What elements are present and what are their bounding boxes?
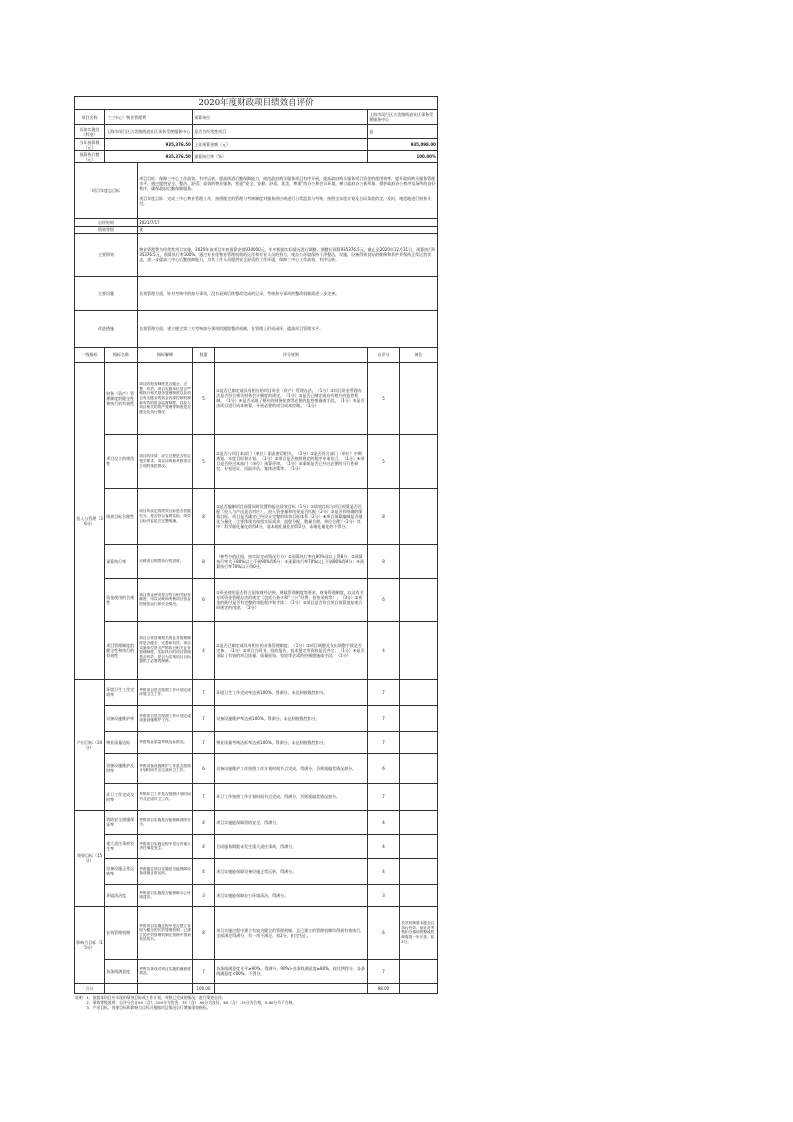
indicator-note bbox=[400, 731, 438, 753]
indicator-name: 项目设立的规范性 bbox=[105, 434, 138, 488]
recurring-label: 是否为经常性项目 bbox=[193, 125, 368, 139]
indicator-explain: 考察设备设施维护工作是否按照计划时间节点完成环卫工作。 bbox=[138, 753, 193, 783]
indicator-name: 资金使用的合规性 bbox=[105, 578, 138, 621]
eval-date-value: 2021/7/17 bbox=[138, 219, 438, 226]
table-row bbox=[75, 679, 438, 705]
table-row bbox=[75, 959, 438, 983]
last-budget-label: 上年预算金额（元） bbox=[193, 139, 368, 151]
notes bbox=[74, 995, 437, 1011]
indicator-name: 设备设施维护率 bbox=[105, 705, 138, 731]
main-perf-label: 主要绩效 bbox=[75, 233, 138, 276]
indicator-explain: 反映项目预算执行的进度。 bbox=[138, 544, 193, 578]
indicator-explain: 考察项目实施过程中是否建立有较为健全的长效管理机制，已建立的长效管理机制在管理中得到有效执行。 bbox=[138, 906, 193, 959]
indicator-note bbox=[400, 434, 438, 488]
indicator-weight: 6 bbox=[193, 753, 215, 783]
table-row bbox=[75, 434, 438, 488]
header-explain: 指标解释 bbox=[138, 347, 193, 362]
improve-text: 长效管理方面，建立健全第三方考核扣分事项的跟踪整改机制，在管理上形成闭环，提高项目管理水平。 bbox=[138, 310, 438, 347]
indicator-explain: 考察物业质量考核达标情况。 bbox=[138, 731, 193, 753]
group-impact: 影响力目标（15分） bbox=[75, 906, 105, 983]
indicator-score: 4 bbox=[368, 621, 400, 679]
indicator-weight: 4 bbox=[193, 621, 215, 679]
indicator-score: 6 bbox=[368, 578, 400, 621]
indicator-explain: 项目的财务制度是否健全、完整、有效，项目实施单位是否严格执行相关财务管理制度以及项目有无健全的资金内部控制机制和有效的资金监督制度，以及与项目相关的资产管理等制度是否健全及执行情况 bbox=[138, 362, 193, 434]
indicator-explain: 考察项目是否按照工作计划完成环境卫生工作。 bbox=[138, 679, 193, 705]
indicator-weight: 7 bbox=[193, 679, 215, 705]
indicator-name: 各条线满意度 bbox=[105, 959, 138, 983]
header-weight: 权重 bbox=[193, 347, 215, 362]
grade-value: 优 bbox=[138, 226, 438, 233]
indicator-note bbox=[400, 621, 438, 679]
indicator-explain: 考察项目是否按照工作计划完成设备设施维护工作。 bbox=[138, 705, 193, 731]
header-note: 备注 bbox=[400, 347, 438, 362]
table-row bbox=[75, 578, 438, 621]
exec-amount-value: 935,376.50 bbox=[105, 151, 193, 163]
table-row bbox=[75, 783, 438, 810]
indicator-name: 环境卫生工作完成率 bbox=[105, 679, 138, 705]
indicator-note bbox=[400, 783, 438, 810]
total-score: 98.00 bbox=[368, 983, 400, 993]
indicator-explain: 项目日常管理相关的业务管理制度是否健全、完善和有效，项目实施单位是否严格执行相关业务管理制度，实际执行的项目管理是否有效，是否为实现项目目标提供了必要的保障。 bbox=[138, 621, 193, 679]
indicator-rule: ①是否已制定或具有相应的项目资金（资产）管理办法。（1分）②项目资金管理办法是否符合相关财务会计制度的规定。（1分）③是否已制定或具有相应的监控机制。（1分）④是否采取了相应的财务检查等必要的监控措施或手段。（1分）⑤是否由项目进行成本核算，开展必要的项目成本控制。（1分） bbox=[215, 362, 368, 434]
total-weight: 100.00 bbox=[193, 983, 215, 993]
indicator-explain: 考察项目实施是否能保障办公环境清洁。 bbox=[138, 884, 193, 906]
indicator-weight: 4 bbox=[193, 858, 215, 884]
main-perf-text: 物业管理费为经常性项目实施，2020年该项目年初预算安排930000元，年中根据实际情况进行调整，调整后预算935376.5元，截止至2020年12月31日，预算执行935376.5元，预算执行率100%。通过专业化物业管理机构的运作和专业人员的努力，使办公环境保持干净整洁，设施、设备得到良好的维修和养护并保持正常运营状态，进一步提高三中心后勤保障能力，为其工作人员提供安全舒适的工作环境，保障三中心工作高效、有序运转。 bbox=[138, 233, 438, 276]
indicator-name: 项目管理制度的健全性和执行的有效性 bbox=[105, 621, 138, 679]
table-row bbox=[75, 906, 438, 959]
header-name: 指标名称 bbox=[105, 347, 138, 362]
indicator-note bbox=[400, 858, 438, 884]
indicator-rule: 环卫工作按照工作计划时间节点完成，得满分，否则视偏差情况扣分。 bbox=[215, 783, 368, 810]
indicator-weight: 7 bbox=[193, 783, 215, 810]
project-name-label: 项目名称 bbox=[75, 110, 105, 125]
indicator-rule: 合同服务期限未发生重大责任事故，得满分。 bbox=[215, 834, 368, 858]
indicator-note bbox=[400, 753, 438, 783]
indicator-name: 消防安全措施保证率 bbox=[105, 810, 138, 834]
exec-rate-value: 100.00% bbox=[368, 151, 438, 163]
indicator-explain: 考察环卫工作是否按照计划时间节点完成环卫工作。 bbox=[138, 783, 193, 810]
budget-unit-label: 预算单位 bbox=[193, 110, 368, 125]
indicator-name: 绩效目标合理性 bbox=[105, 488, 138, 544]
exec-amount-label: 预算执行数（元） bbox=[75, 151, 105, 163]
current-budget-label: 当年预算数（元） bbox=[75, 139, 105, 151]
indicator-note bbox=[400, 679, 438, 705]
indicator-note bbox=[400, 810, 438, 834]
indicator-score: 5 bbox=[368, 434, 400, 488]
indicator-name: 重大责任事故发生率 bbox=[105, 834, 138, 858]
indicator-note bbox=[400, 705, 438, 731]
indicator-score: 7 bbox=[368, 679, 400, 705]
header-level1: 一级指标 bbox=[75, 347, 105, 362]
indicator-note bbox=[400, 884, 438, 906]
indicator-note bbox=[400, 544, 438, 578]
indicator-score: 4 bbox=[368, 810, 400, 834]
group-input: 投入与管理（36分） bbox=[75, 362, 105, 679]
indicator-score: 5 bbox=[368, 362, 400, 434]
indicator-score: 8 bbox=[368, 544, 400, 578]
goal-text: 项目目标：保障三中心工作高效、有序运转，提高街道后勤保障能力，规范政府购买服务项目有序开展，提高政府购买服务项目资金的使用效率，提升政府购买服务管理水平。通过提供安全、整洁、舒适、高效的物业服务，营造“安全、安静、舒适、优美、尊重”的办公和会议环境，树立政府办公新形象，维护政府办公秩序及场所的良好秩序，确保政府后勤保障服务。 项目年度目标：完成三中心物业管理工作，按照既定的管理与考核制度对服务供应商进行日常监督与考核，按照全年度计划及合同条款约定，及时、规范地进行财务支付。 bbox=[138, 163, 438, 219]
indicator-explain: 项目资金使用是否符合相关财务制度，用以反映和考核项目资金的规范运行和安全情况。 bbox=[138, 578, 193, 621]
indicator-rule: ①是否与项目本部门（单位）职责密切相关。（1分）②是否符合部门（单位）中期规划、年度目标和计划。（1分）③项目是否按照规定的程序申请设立。（1分）④项目是否经过本部门（单位）预算评审。（1分）⑤事前是否已经过必要的可行性研究、专家论证、风险评估、集体决策等。（1分） bbox=[215, 434, 368, 488]
table-row bbox=[75, 621, 438, 679]
impl-unit-value: 上海市闵行区古美路街道社区事务受理服务中心 bbox=[105, 125, 193, 139]
indicator-rule: 项目实施过程中建立有较为健全的管理机制，且已建立的管理机制均得到有效执行，全部满足得满分，有一项不满足，扣2分，扣完为止。 bbox=[215, 906, 368, 959]
indicator-name: 环卫工作完成及时率 bbox=[105, 783, 138, 810]
indicator-name: 环境清洁度 bbox=[105, 884, 138, 906]
indicator-rule: ①是否已制定或具有相应的业务管理制度；（1分）②项目调整及支出调整手续是否完备；（1分）③项目合同书、验收报告、技术鉴定等资料是否齐全；（1分）④是否采取了有效的项目质量、质量检验、验收等必需的控制措施或手段。（1分） bbox=[215, 621, 368, 679]
table-row bbox=[75, 362, 438, 434]
issues-text: 长效管理方面，针对考核中的扣分事项，没有看到后续整改完成的记录，考核扣分事项的整改机制需进一步完善。 bbox=[138, 276, 438, 310]
recurring-value: 是 bbox=[368, 125, 438, 139]
evaluation-table bbox=[74, 96, 438, 994]
project-name-value: （三中心）物业管理费 bbox=[105, 110, 193, 125]
indicator-weight: 8 bbox=[193, 544, 215, 578]
indicator-weight: 3 bbox=[193, 884, 215, 906]
page-title: 2020年度财政项目绩效自评价 bbox=[75, 97, 438, 110]
indicator-weight: 4 bbox=[193, 810, 215, 834]
impl-unit-label: 具体实施处（科室） bbox=[75, 125, 105, 139]
indicator-note bbox=[400, 578, 438, 621]
eval-date-label: 自评时间 bbox=[75, 219, 138, 226]
indicator-explain: 考察项目实施过程中是否有重大责任事故发生。 bbox=[138, 834, 193, 858]
indicator-weight: 8 bbox=[193, 906, 215, 959]
indicator-name: 物业质量达标 bbox=[105, 731, 138, 753]
exec-rate-label: 预算执行率（%） bbox=[193, 151, 368, 163]
indicator-weight: 8 bbox=[193, 488, 215, 544]
indicator-rule: 物业质量考核达标率达到100%，得满分，未达到按践性扣分。 bbox=[215, 731, 368, 753]
indicator-note bbox=[400, 488, 438, 544]
table-row bbox=[75, 884, 438, 906]
header-score: 自评分 bbox=[368, 347, 400, 362]
table-row bbox=[75, 544, 438, 578]
indicator-score: 6 bbox=[368, 906, 400, 959]
indicator-rule: ①资金使用是否符合国家财经法规、财政管理制度等要求，财务管理制度，以及有关专项资金管理办法的规定（包括公务卡和“三公”经费、招待采购等）；（3分）②资金的拨付是否有完整的审批程序和手续；（2分）③项目是否符合项目预算批复或合同规定的用途。（2分） bbox=[215, 578, 368, 621]
table-row bbox=[75, 731, 438, 753]
indicator-score: 7 bbox=[368, 731, 400, 753]
indicator-rule: 项目实施能保障设备设施正常运转，得满分。 bbox=[215, 858, 368, 884]
indicator-weight: 5 bbox=[193, 362, 215, 434]
indicator-weight: 6 bbox=[193, 578, 215, 621]
table-row bbox=[75, 858, 438, 884]
indicator-score: 8 bbox=[368, 488, 400, 544]
table-row bbox=[75, 810, 438, 834]
indicator-rule: 项目实施能保障办公环境清洁，得满分。 bbox=[215, 884, 368, 906]
indicator-note bbox=[400, 362, 438, 434]
note-line: 3、产出目标、效果目标和影响力目标可根据项目情况自行增加绩效指标。 bbox=[75, 1005, 211, 1011]
grade-label: 绩效等级 bbox=[75, 226, 138, 233]
note-line: 2、绩效等级说明：自评分合计90（含）-100分为优秀，75（含）-90分为良好，60（含）-75分为合格，0-60分为不合格。 bbox=[75, 999, 297, 1005]
indicator-score: 6 bbox=[368, 753, 400, 783]
indicator-explain: 项目的申请、设立过程是否符合相关要求，用以反映和考核项目立项的规范情况。 bbox=[138, 434, 193, 488]
indicator-name: 设备设施维护及时率 bbox=[105, 753, 138, 783]
improve-label: 改进措施 bbox=[75, 310, 138, 347]
indicator-rule: 设备设施维护工作按照工作计划时间节点完成，得满分，否则视偏差情况扣分。 bbox=[215, 753, 368, 783]
indicator-weight: 7 bbox=[193, 731, 215, 753]
indicator-score: 7 bbox=[368, 783, 400, 810]
header-rule: 评分规则 bbox=[215, 347, 368, 362]
indicator-name: 长效管理机制 bbox=[105, 906, 138, 959]
indicator-weight: 4 bbox=[193, 834, 215, 858]
table-row bbox=[75, 488, 438, 544]
indicator-weight: 7 bbox=[193, 959, 215, 983]
total-label: 合计 bbox=[75, 983, 105, 993]
indicator-score: 4 bbox=[368, 858, 400, 884]
budget-unit-value: 上海市闵行区古美路街道社区事务受理服务中心 bbox=[368, 110, 438, 125]
evaluation-sheet bbox=[74, 96, 437, 1010]
indicator-rule: 环境卫生工作完成率达到100%，得满分，未达到按践性扣分。 bbox=[215, 679, 368, 705]
table-row bbox=[75, 705, 438, 731]
indicator-explain: 考察通过项目实施是否能保障设备设施正常运转。 bbox=[138, 858, 193, 884]
indicator-note bbox=[400, 959, 438, 983]
issues-label: 主要问题 bbox=[75, 276, 138, 310]
indicator-rule: 设备设施维护率达到100%，得满分，未达到按践性扣分。 bbox=[215, 705, 368, 731]
last-budget-value: 935,098.00 bbox=[368, 139, 438, 151]
note-line: 说明：1、依据本项目应实现的绩效目标或工作计划，对照已完成的情况，进行绩效自评。 bbox=[75, 994, 226, 1000]
indicator-explain: 项目所设定的绩效目标是否依据充分，是否符合客观实际，绩效目标内容是否完整明确。 bbox=[138, 488, 193, 544]
indicator-weight: 5 bbox=[193, 434, 215, 488]
table-row bbox=[75, 834, 438, 858]
indicator-explain: 考察项目实施是否能保障消防安全。 bbox=[138, 810, 193, 834]
indicator-explain: 考察各条线对项目实施的满意度情况。 bbox=[138, 959, 193, 983]
indicator-note: 长效机制基本健全且执行有效，但针对考核扣分事项的整改机制需进一步完善，扣2分。 bbox=[400, 906, 438, 959]
indicator-score: 7 bbox=[368, 959, 400, 983]
total-row bbox=[75, 983, 438, 993]
indicator-rule: ①是否编制项目预算同时设置和报送绩效目标（1分）②绩效目标与项目预算是否匹配（投入与产出是否对应），投入资金量和结果是否匹配（2分）③是否有明确的绩效目标，项目是否确定已经设计完整的绩效目标体系（2分）④项目预算编制是否细化与量化（主要体现为按照实际需求、流程分配、数量合理、单位合理）（2分）其中：科学细化量化的得4分，基本细化量化的得2分，未细化量化的不得分。 bbox=[215, 488, 368, 544]
indicator-weight: 7 bbox=[193, 705, 215, 731]
goal-label: 项目年度总目标 bbox=[75, 163, 138, 219]
indicator-rule: 项目实施能保障消防安全，得满分。 bbox=[215, 810, 368, 834]
indicator-rule: 各条线满意度水平≥90%，得满分，90%>各条线满意度≥80%，按比例得分，各条线满意度<80%，不得分。 bbox=[215, 959, 368, 983]
current-budget-value: 935,376.50 bbox=[105, 139, 193, 151]
indicator-score: 3 bbox=[368, 884, 400, 906]
indicator-note bbox=[400, 834, 438, 858]
indicator-score: 7 bbox=[368, 705, 400, 731]
group-output: 产出目标（34分） bbox=[75, 679, 105, 810]
indicator-name: 预算执行率 bbox=[105, 544, 138, 578]
indicator-name: 财务（资产）管理制度的健全性和执行的有效性 bbox=[105, 362, 138, 434]
table-row bbox=[75, 753, 438, 783]
indicator-name: 设备设施正常运转率 bbox=[105, 858, 138, 884]
group-effect: 效果目标（15分） bbox=[75, 810, 105, 906]
indicator-score: 4 bbox=[368, 834, 400, 858]
indicator-rule: （参考分值区间，按实际完成情况打分）①预算执行率在90%及以上得8分；②预算执行率大于80%以上不到90%得6分；③预算执行率70%以上不到80%得4分；④预算执行率70%以下得0分。 bbox=[215, 544, 368, 578]
